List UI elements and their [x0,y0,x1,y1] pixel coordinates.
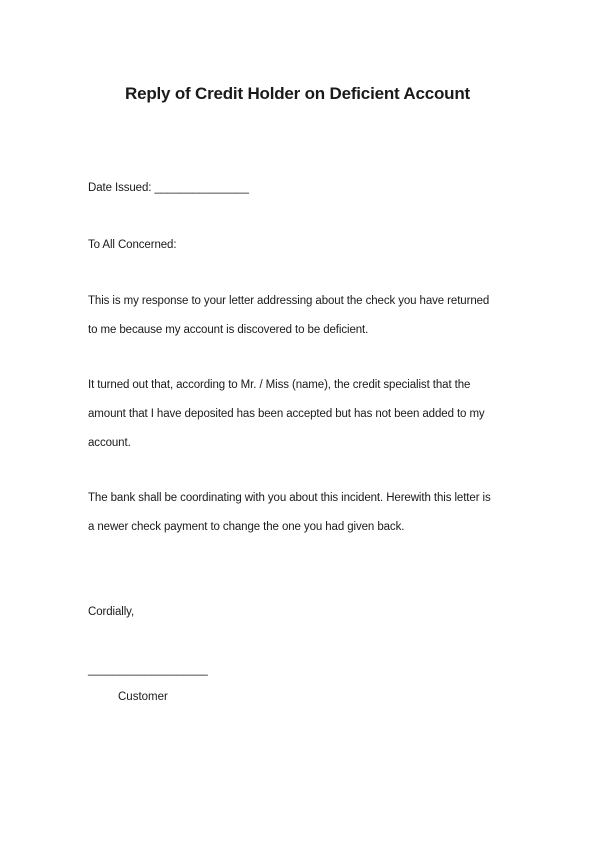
paragraph-2-line-2: amount that I have deposited has been accepted but has not been added to my [88,408,485,420]
signature-line: ___________________ [88,664,208,676]
paragraph-2-line-3: account. [88,437,131,449]
salutation: To All Concerned: [88,239,177,251]
paragraph-1-line-1: This is my response to your letter addressing about the check you have returned [88,295,490,307]
paragraph-1-line-2: to me because my account is discovered to be deficient. [88,324,369,336]
paragraph-3-line-1: The bank shall be coordinating with you about this incident. Herewith this letter is [88,492,491,504]
signer-name: Customer [118,691,168,703]
paragraph-3-line-2: a newer check payment to change the one you had given back. [88,521,405,533]
closing: Cordially, [88,606,135,618]
date-issued-line: Date Issued: _______________ [88,182,249,194]
letter-title: Reply of Credit Holder on Deficient Account [125,84,470,103]
paragraph-2-line-1: It turned out that, according to Mr. / Miss (name), the credit specialist that the [88,379,471,391]
